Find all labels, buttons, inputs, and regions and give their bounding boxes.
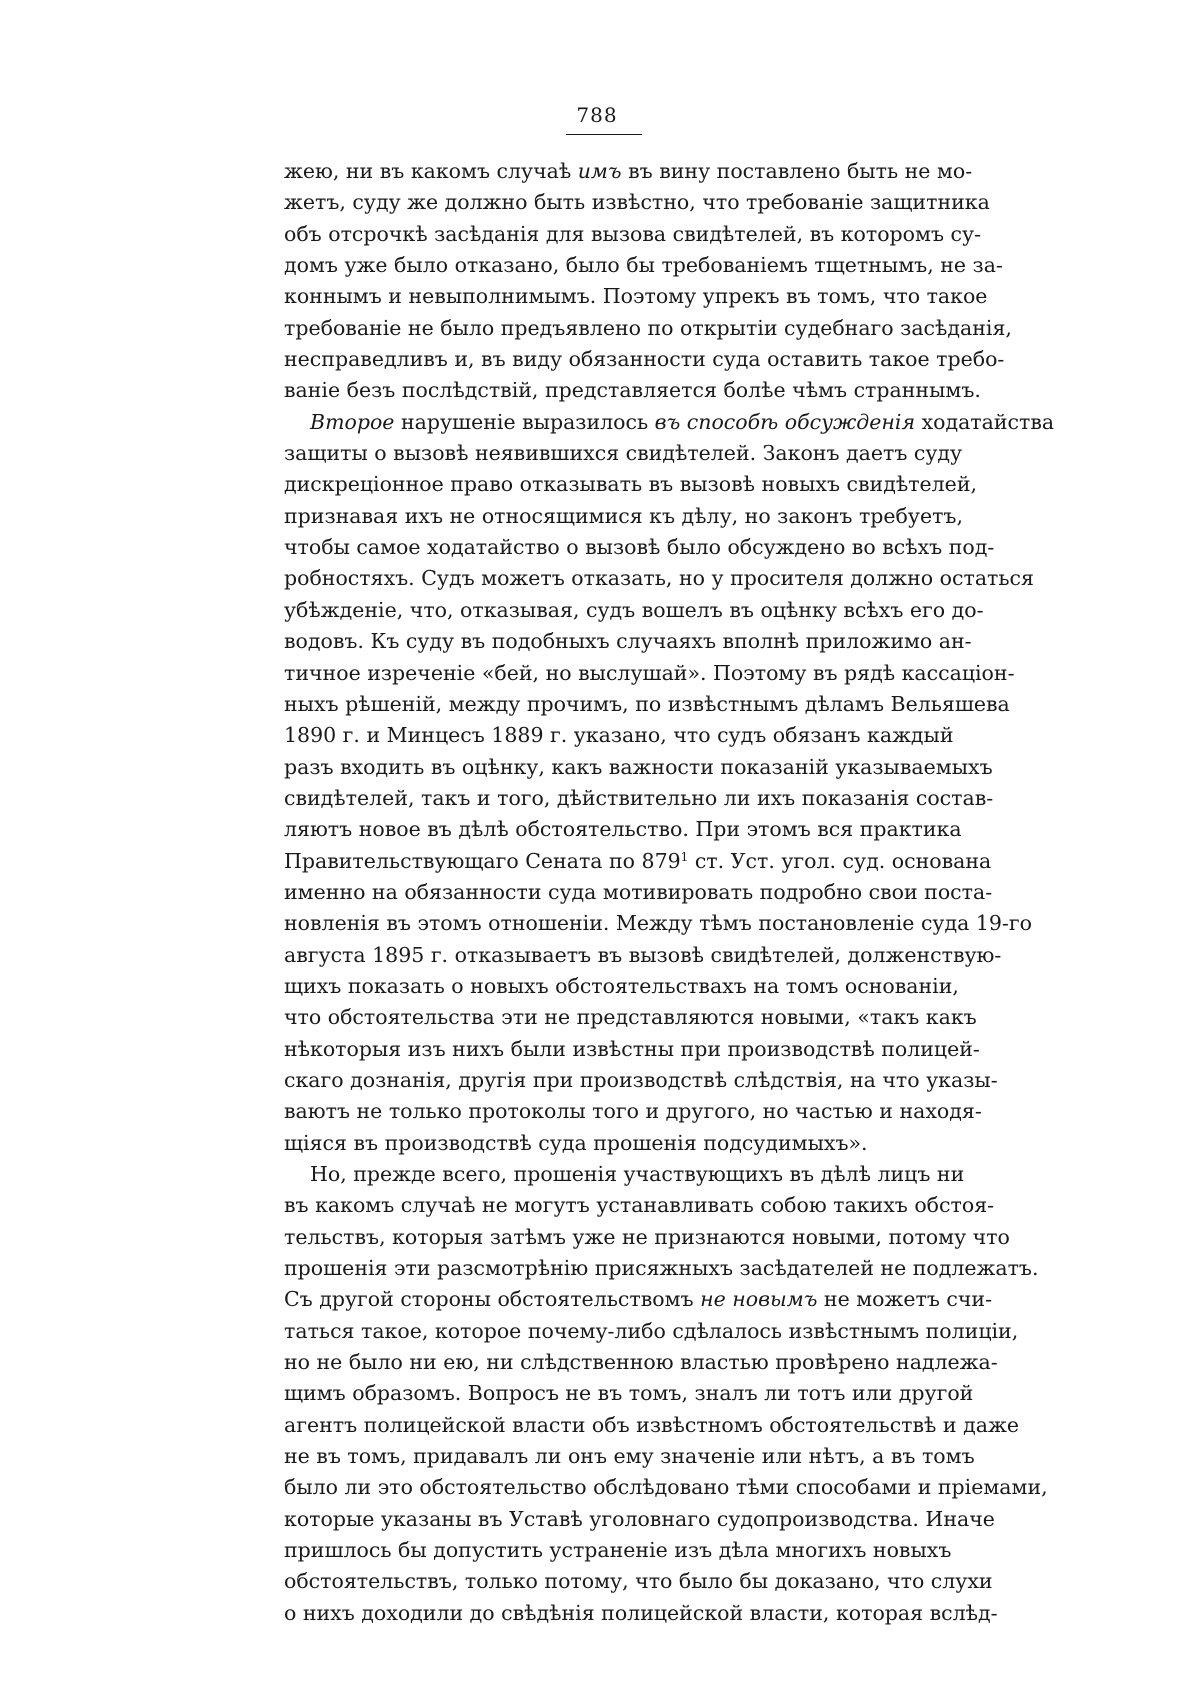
text-segment: несправедливъ и, въ виду обязанности суда оставить такое требо- bbox=[284, 347, 1005, 372]
text-segment: нарушеніе выразилось bbox=[394, 409, 655, 434]
text-line bbox=[284, 1598, 998, 1629]
text-segment: жею, ни въ какомъ случаѣ bbox=[284, 159, 578, 183]
text-segment: о нихъ доходили до свѣдѣнія полицейской власти, которая вслѣд- bbox=[284, 1600, 998, 1625]
text-line bbox=[284, 313, 1012, 344]
text-line bbox=[284, 1128, 946, 1159]
text-segment: нѣкоторыя изъ нихъ были извѣстны при производствѣ полицей- bbox=[284, 1036, 980, 1061]
text-segment: что обстоятельства эти не представляются новыми, «такъ какъ bbox=[284, 1005, 977, 1030]
text-segment: щіяся въ производствѣ суда прошенія подсудимыхъ». bbox=[284, 1130, 868, 1155]
text-line bbox=[284, 1065, 998, 1096]
text-segment: именно на обязанности суда мотивировать подробно свои поста- bbox=[284, 879, 993, 904]
text-line bbox=[284, 846, 992, 877]
paragraph bbox=[284, 1159, 1048, 1629]
text-segment: щихъ показать о новыхъ обстоятельствахъ на томъ основаніи, bbox=[284, 973, 959, 998]
text-line bbox=[284, 752, 993, 783]
text-line bbox=[284, 783, 994, 814]
italic-text: въ способѣ обсужденія bbox=[654, 409, 916, 434]
paragraph bbox=[284, 156, 1012, 407]
text-segment: ваютъ не только протоколы того и другого, но частью и находя- bbox=[284, 1099, 982, 1124]
text-segment: таться такое, которое почему-либо сдѣлалось извѣстнымъ полиціи, bbox=[284, 1318, 1019, 1343]
text-segment: новленія въ этомъ отношеніи. Между тѣмъ постановленіе суда 19-го bbox=[284, 911, 1032, 936]
body-text bbox=[284, 156, 1055, 1629]
text-line bbox=[284, 281, 988, 312]
text-line bbox=[284, 1535, 952, 1566]
text-line bbox=[284, 658, 1015, 689]
text-segment: въ какомъ случаѣ не могутъ устанавливать собою такихъ обстоя- bbox=[284, 1193, 995, 1218]
text-segment: водовъ. Къ суду въ подобныхъ случаяхъ вполнѣ приложимо ан- bbox=[284, 629, 972, 654]
text-line bbox=[284, 344, 1005, 375]
text-line bbox=[284, 877, 993, 908]
text-segment: ныхъ рѣшеній, между прочимъ, по извѣстнымъ дѣламъ Вельяшева bbox=[284, 691, 1010, 716]
text-segment: тичное изреченіе «бей, но выслушай». Поэтому въ рядѣ кассаціон- bbox=[284, 660, 1015, 685]
text-segment: августа 1895 г. отказываетъ въ вызовѣ свидѣтелей, долженствую- bbox=[284, 942, 1002, 967]
text-line bbox=[284, 1002, 977, 1033]
text-line bbox=[284, 1096, 982, 1127]
italic-text: имъ bbox=[577, 159, 622, 183]
text-line bbox=[284, 1566, 993, 1597]
text-line bbox=[284, 375, 981, 406]
text-line bbox=[284, 1347, 998, 1378]
page-number-rule bbox=[566, 134, 642, 135]
text-line bbox=[284, 1504, 995, 1535]
text-segment: свидѣтелей, такъ и того, дѣйствительно ли ихъ показанія состав- bbox=[284, 785, 994, 810]
footnote-superscript: 1 bbox=[680, 849, 689, 864]
text-segment: Правительствующаго Сената по 879 bbox=[284, 848, 681, 873]
text-line bbox=[284, 1034, 980, 1065]
text-line bbox=[284, 1253, 1039, 1284]
text-line bbox=[284, 438, 963, 469]
text-segment: разъ входить въ оцѣнку, какъ важности показаній указываемыхъ bbox=[284, 754, 993, 779]
text-segment: дискреціонное право отказывать въ вызовѣ новыхъ свидѣтелей, bbox=[284, 472, 977, 497]
text-segment: щимъ образомъ. Вопросъ не въ томъ, зналъ ли тотъ или другой bbox=[284, 1381, 974, 1406]
text-segment: коннымъ и невыполнимымъ. Поэтому упрекъ въ томъ, что такое bbox=[284, 284, 988, 309]
text-segment: Съ другой стороны обстоятельствомъ bbox=[284, 1287, 701, 1312]
text-segment: убѣжденіе, что, отказывая, судъ вошелъ въ оцѣнку всѣхъ его до- bbox=[284, 597, 984, 622]
text-segment: тельствъ, которыя затѣмъ уже не признаются новыми, потому что bbox=[284, 1224, 1010, 1249]
text-segment: робностяхъ. Судъ можетъ отказать, но у просителя должно остаться bbox=[284, 566, 1034, 591]
text-segment: домъ уже было отказано, было бы требованіемъ тщетнымъ, не за- bbox=[284, 253, 1003, 278]
text-segment: Но, прежде всего, прошенія участвующихъ въ дѣлѣ лицъ ни bbox=[310, 1162, 965, 1186]
text-line bbox=[284, 1316, 1019, 1347]
text-line bbox=[284, 250, 1003, 281]
page-number: 788 bbox=[576, 103, 618, 127]
text-line bbox=[284, 971, 959, 1002]
text-segment: пришлось бы допустить устраненіе изъ дѣла многихъ новыхъ bbox=[284, 1538, 952, 1563]
text-line bbox=[284, 501, 963, 532]
text-segment: ст. Уст. угол. суд. основана bbox=[688, 848, 992, 873]
text-segment: ходатайства bbox=[915, 409, 1055, 434]
text-segment: скаго дознанія, другія при производствѣ слѣдствія, на что указы- bbox=[284, 1067, 998, 1092]
text-line bbox=[284, 908, 1032, 939]
text-segment: было ли это обстоятельство обслѣдовано тѣми способами и пріемами, bbox=[284, 1475, 1048, 1500]
text-line bbox=[284, 156, 973, 187]
text-line bbox=[284, 469, 977, 500]
text-line bbox=[284, 940, 1002, 971]
text-line bbox=[284, 1378, 974, 1409]
page-header bbox=[0, 103, 1194, 129]
text-line bbox=[284, 219, 981, 250]
text-segment: но не было ни ею, ни слѣдственною властью провѣрено надлежа- bbox=[284, 1350, 998, 1375]
text-line bbox=[284, 595, 984, 626]
text-segment: объ отсрочкѣ засѣданія для вызова свидѣтелей, въ которомъ су- bbox=[284, 221, 981, 246]
text-segment: которые указаны въ Уставѣ уголовнаго судопроизводства. Иначе bbox=[284, 1506, 995, 1531]
text-segment: прошенія эти разсмотрѣнію присяжныхъ засѣдателей не подлежатъ. bbox=[284, 1256, 1039, 1281]
text-line bbox=[284, 1190, 995, 1221]
text-line bbox=[284, 1441, 975, 1472]
italic-text: Второе bbox=[310, 409, 395, 434]
text-segment: не въ томъ, придавалъ ли онъ ему значеніе или нѣтъ, а въ томъ bbox=[284, 1444, 975, 1469]
text-line bbox=[284, 1284, 993, 1315]
text-segment: обстоятельствъ, только потому, что было бы доказано, что слухи bbox=[284, 1569, 993, 1594]
text-line bbox=[284, 563, 1034, 594]
text-line bbox=[284, 1410, 1019, 1441]
text-line bbox=[284, 1222, 1010, 1253]
text-line bbox=[284, 407, 1055, 438]
text-segment: защиты о вызовѣ неявившихся свидѣтелей. Законъ даетъ суду bbox=[284, 441, 963, 466]
text-line bbox=[284, 720, 954, 751]
text-line bbox=[284, 532, 995, 563]
text-segment: 1890 г. и Минцесъ 1889 г. указано, что судъ обязанъ каждый bbox=[284, 723, 954, 748]
text-segment: признавая ихъ не относящимися къ дѣлу, но законъ требуетъ, bbox=[284, 503, 963, 528]
text-segment: ляютъ новое въ дѣлѣ обстоятельство. При этомъ вся практика bbox=[284, 817, 962, 842]
paragraph bbox=[284, 407, 1055, 1159]
text-segment: ваніе безъ послѣдствій, представляется болѣе чѣмъ страннымъ. bbox=[284, 378, 981, 403]
text-segment: жетъ, суду же должно быть извѣстно, что требованіе защитника bbox=[284, 190, 990, 215]
text-segment: не можетъ счи- bbox=[817, 1287, 993, 1312]
text-segment: требованіе не было предъявлено по открытіи судебнаго засѣданія, bbox=[284, 315, 1012, 340]
text-line bbox=[284, 187, 990, 218]
text-segment: чтобы самое ходатайство о вызовѣ было обсуждено во всѣхъ под- bbox=[284, 535, 995, 560]
italic-text: не новымъ bbox=[700, 1287, 818, 1312]
text-line bbox=[284, 814, 962, 845]
text-segment: въ вину поставлено быть не мо- bbox=[621, 159, 973, 183]
text-segment: агентъ полицейской власти объ извѣстномъ обстоятельствѣ и даже bbox=[284, 1412, 1019, 1437]
text-line bbox=[284, 689, 1010, 720]
text-line bbox=[284, 1472, 1048, 1503]
text-line bbox=[284, 1159, 965, 1190]
text-line bbox=[284, 626, 972, 657]
